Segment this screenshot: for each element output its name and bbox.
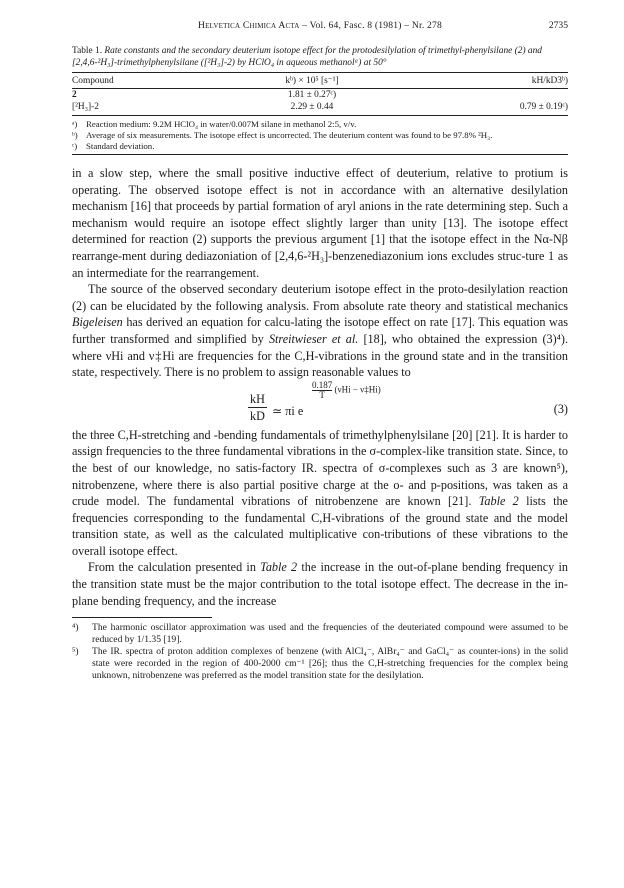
table1-header-row [72, 73, 568, 89]
body-text [72, 165, 568, 609]
table1-note: ᵃ) Reaction medium: 9.2M HClO₄ in water/0.007M silane in methanol 2:5, v/v. [72, 119, 357, 129]
footnote-5: ⁵) The IR. spectra of proton addition complexes of benzene (with AlCl₄⁻, AlBr₄⁻ and GaCl₄⁻ as counter-ions) in the solid state were recorded in the region of 400-2000 cm⁻¹ [26]; thus the C,H-stretching frequencies for the complex being unknown, nitrobenzene was preferred as the model transition state for the desilylation. [72, 646, 568, 682]
table-row [72, 89, 568, 102]
eq-denominator: kD [250, 409, 265, 424]
table1-col-ratio: kH/kD3ᵇ) [422, 73, 568, 89]
footnote-rule [72, 617, 212, 618]
page-number: 2735 [548, 20, 568, 31]
table1-notes [72, 119, 568, 155]
footnotes [72, 622, 568, 682]
equation-3 [72, 381, 568, 427]
table2-ref: Table 2 [260, 560, 298, 575]
table1-caption-text: Rate constants and the secondary deuterium isotope effect for the protodesilylation of trimethyl-phenylsilane (2) and [2,4,6-²H₃]-trimethylphenylsilane ([²H₃]-2) by HClO₄ in aqueous methanolᵃ) at 50° [72, 46, 542, 68]
table1-cell-compound: [²H₃]-2 [72, 101, 202, 116]
table1-label: Table 1. [72, 46, 103, 56]
footnote-4: ⁴) The harmonic oscillator approximation was used and the frequencies of the deuteriated compound were assumed to be reduced by 1/1.35 [19]. [72, 622, 568, 646]
table1-caption [72, 45, 568, 69]
table1-note: ᵇ) Average of six measurements. The isotope effect is uncorrected. The deuterium content was found to be 97.8% ²H₃. [72, 130, 493, 140]
table1 [72, 72, 568, 116]
author-streitwieser: Streitwieser et al. [268, 331, 359, 346]
table-row [72, 101, 568, 116]
table1-col-k: kᵇ) × 10⁵ [s⁻¹] [202, 73, 422, 89]
table1-cell-compound: 2 [72, 90, 77, 100]
table1-col-compound: Compound [72, 73, 202, 89]
equation-number: (3) [553, 401, 568, 416]
table1-cell-ratio [422, 89, 568, 102]
paragraph-4: From the calculation presented in Table 2 the increase in the out-of-plane bending frequency in the transition state must be the major contribution to the total isotope effect. The decrease in the in-plane bending frequency, and the increase [72, 560, 568, 608]
eq-approx: ≃ πi e [272, 403, 304, 418]
eq-numerator: kH [248, 391, 267, 409]
paragraph-1: in a slow step, where the small positive inductive effect of deuterium, relative to protium is operating. The observed isotope effect is not in accordance with an alternative desilylation mechanism [16] that proceeds by partial formation of aryl anions in the rate determining step. Such a mechanism would require an isotope effect slightly larger than unity [13]. The isotope effect determined for reaction (2) supports the previous argument [1] that the isotope effect in the Nα-Nβ rearrange-ment during dediazoniation of [2,4,6-²H₃]-benzenediazonium ions excludes struc-ture 1 as an intermediate for the rearrangement. [72, 166, 568, 280]
table1-cell-k: 1.81 ± 0.27ᶜ) [287, 90, 337, 100]
paragraph-2: The source of the observed secondary deuterium isotope effect in the proto-desilylation reaction (2) can be elucidated by the following analysis. From absolute rate theory and statistical mechanics Bigeleisen has derived an equation for calcu-lating the isotope effect on rate [17]. This equation was further transformed and simplified by Streitwieser et al. [18], who obtained the expression (3)⁴). where νHi and ν‡Hi are frequencies for the C,H-vibrations in the ground state and in the transition state, respectively. There is no problem to assign reasonable values to [72, 282, 569, 380]
table1-bottom-rule [72, 154, 568, 155]
journal-volume: – Vol. 64, Fasc. 8 (1981) – Nr. 278 [299, 20, 443, 31]
paragraph-3: the three C,H-stretching and -bending fundamentals of trimethylphenylsilane [20] [21]. It is harder to assign frequencies to the three fundamental vibrations in the σ-complex-like transition state. Since, to the best of our knowledge, no satis-factory IR. spectra of σ-complexes such as 3 are known⁵), nitrobenzene, where there is also partial positive charge at the o- and p-positions, was taken as a crude model. The fundamental vibrations of nitrobenzene are known [21]. Table 2 lists the frequencies corresponding to the fundamental C,H-vibrations of the ground state and the model transition state, as well as the calculated multiplicative con-tributions of these vibrations to the overall isotope effect. [72, 427, 568, 558]
table1-cell-ratio: 0.79 ± 0.19ᶜ) [422, 101, 568, 116]
journal-name: Helvetica Chimica Acta [197, 20, 300, 31]
table2-ref: Table 2 [478, 494, 519, 509]
page [72, 20, 568, 682]
running-header [72, 20, 568, 36]
eq-exponent: $\frac{0.187}{T} (\nu Hi$ − ν‡Hi) [312, 379, 381, 400]
author-bigeleisen: Bigeleisen [72, 315, 123, 330]
table1-cell-k: 2.29 ± 0.44 [202, 101, 422, 116]
table1-note: ᶜ) Standard deviation. [72, 141, 155, 151]
